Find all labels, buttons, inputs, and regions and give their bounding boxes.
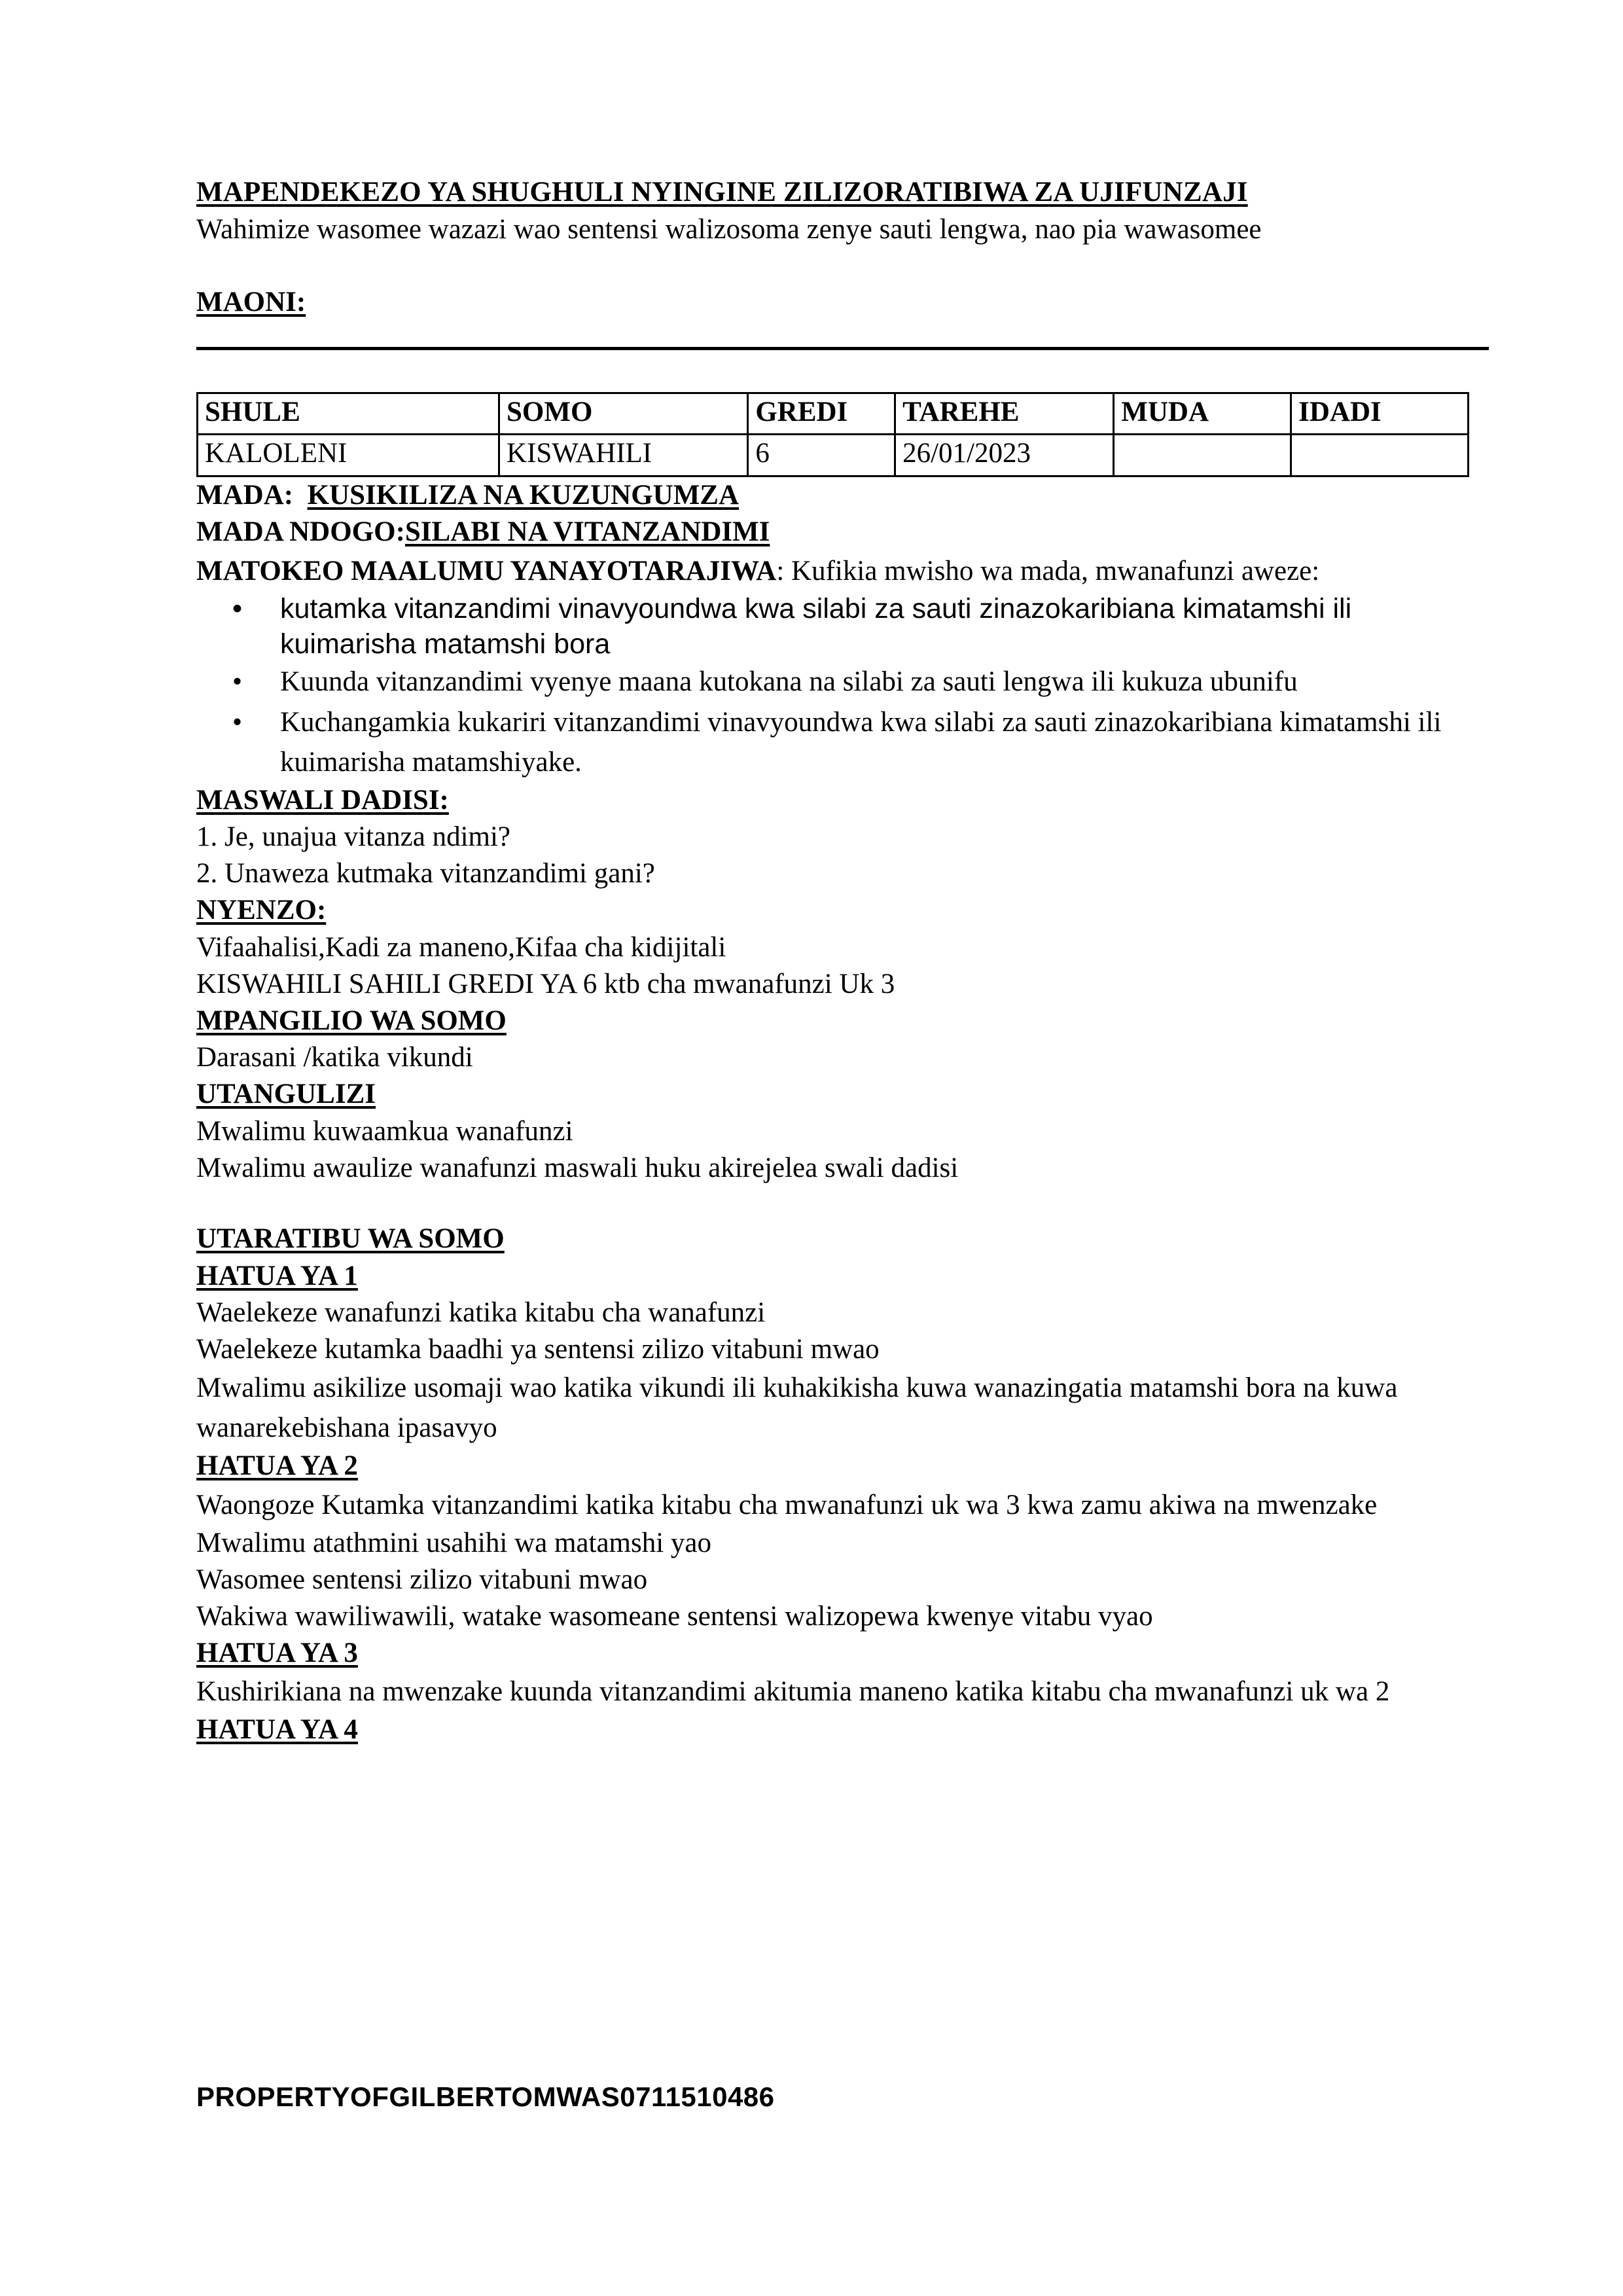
mada-label: MADA <box>196 479 284 511</box>
hatua-3-heading <box>196 1635 1456 1672</box>
maswali-dadisi-label: MASWALI DADISI: <box>196 784 449 816</box>
mada-row <box>196 477 1456 514</box>
utangulizi-label: UTANGULIZI <box>196 1079 376 1110</box>
hatua-1-label: HATUA YA 1 <box>196 1260 358 1291</box>
cell-muda <box>1114 435 1291 476</box>
mpangilio-label: MPANGILIO WA SOMO <box>196 1005 507 1036</box>
nyenzo-line: Vifaahalisi,Kadi za maneno,Kifaa cha kidijitali <box>196 931 726 963</box>
intro-paragraph: Wahimize wasomee wazazi wao sentensi walizosoma zenye sauti lengwa, nao pia wawasomee <box>196 214 1262 245</box>
hatua-2-line: Waongoze Kutamka vitanzandimi katika kitabu cha mwanafunzi uk wa 3 kwa zamu akiwa na mwenzake <box>196 1489 1378 1520</box>
col-header-muda: MUDA <box>1114 393 1291 435</box>
cell-shule: KALOLENI <box>198 435 499 476</box>
mpangilio-line: Darasani /katika vikundi <box>196 1042 473 1073</box>
spacer <box>196 250 1456 284</box>
utangulizi-line: Mwalimu kuwaamkua wanafunzi <box>196 1116 573 1147</box>
bullet-icon: • <box>232 593 243 625</box>
nyenzo-line: KISWAHILI SAHILI GREDI YA 6 ktb cha mwanafunzi Uk 3 <box>196 968 895 999</box>
hatua-3-line: Kushirikiana na mwenzake kuunda vitanzandimi akitumia maneno katika kitabu cha mwanafunzi uk wa 2 <box>196 1676 1390 1708</box>
utaratibu-label: UTARATIBU WA SOMO <box>196 1223 505 1254</box>
list-item-text: Kuunda vitanzandimi vyenye maana kutokana na silabi za sauti lengwa ili kukuza ubunifu <box>280 666 1298 698</box>
col-header-idadi: IDADI <box>1291 393 1469 435</box>
col-header-gredi: GREDI <box>748 393 895 435</box>
hatua-2-line: Mwalimu atathmini usahihi wa matamshi yao <box>196 1528 711 1558</box>
table-row <box>198 435 1469 476</box>
maswali-dadisi-heading <box>196 782 1456 819</box>
list-item-text: Kuchangamkia kukariri vitanzandimi vinavyoundwa kwa silabi za sauti zinazokaribiana kimatamshi ili kuimarisha matamshiyake. <box>280 706 1442 778</box>
utaratibu-heading <box>196 1221 1456 1258</box>
col-header-somo: SOMO <box>499 393 748 435</box>
mada-value: KUSIKILIZA NA KUZUNGUMZA <box>307 479 740 511</box>
bullet-icon: • <box>232 666 243 698</box>
hatua-4-heading <box>196 1712 1456 1749</box>
hatua-4-label: HATUA YA 4 <box>196 1714 358 1746</box>
list-item <box>196 702 1456 782</box>
hatua-2-heading <box>196 1448 1456 1485</box>
cell-idadi <box>1291 435 1469 476</box>
cell-gredi: 6 <box>748 435 895 476</box>
nyenzo-label: NYENZO: <box>196 895 327 926</box>
hatua-1-line: Waelekeze kutamka baadhi ya sentensi zilizo vitabuni mwao <box>196 1334 880 1365</box>
maoni-label: MAONI: <box>196 286 306 317</box>
hatua-2-label: HATUA YA 2 <box>196 1450 358 1482</box>
col-header-shule: SHULE <box>198 393 499 435</box>
spacer <box>196 321 1456 347</box>
cell-tarehe: 26/01/2023 <box>895 435 1114 476</box>
outcomes-list <box>196 591 1456 781</box>
utangulizi-line: Mwalimu awaulize wanafunzi maswali huku akirejelea swali dadisi <box>196 1152 959 1183</box>
maswali-question: 2. Unaweza kutmaka vitanzandimi gani? <box>196 858 655 889</box>
mada-ndogo-row <box>196 514 1456 551</box>
lesson-info-table <box>196 392 1469 476</box>
col-header-tarehe: TAREHE <box>895 393 1114 435</box>
utangulizi-heading <box>196 1076 1456 1113</box>
hatua-1-heading <box>196 1258 1456 1295</box>
mpangilio-heading <box>196 1003 1456 1040</box>
hatua-1-line: Waelekeze wanafunzi katika kitabu cha wanafunzi <box>196 1297 766 1329</box>
matokeo-row <box>196 551 1456 591</box>
nyenzo-heading <box>196 892 1456 929</box>
hatua-2-line: Wakiwa wawiliwawili, watake wasomeane sentensi walizopewa kwenye vitabu vyao <box>196 1600 1153 1632</box>
list-item <box>196 662 1456 702</box>
mada-separator: : <box>283 479 294 511</box>
list-item-text: kutamka vitanzandimi vinavyoundwa kwa silabi za sauti zinazokaribiana kimatamshi ili kuimarisha matamshi bora <box>280 593 1352 660</box>
page-title: MAPENDEKEZO YA SHUGHULI NYINGINE ZILIZORATIBIWA ZA UJIFUNZAJI <box>196 177 1248 207</box>
matokeo-separator: : <box>776 556 792 587</box>
matokeo-label: MATOKEO MAALUMU YANAYOTARAJIWA <box>196 556 777 587</box>
cell-somo: KISWAHILI <box>499 435 748 476</box>
bullet-icon: • <box>232 706 243 738</box>
mada-ndogo-value: SILABI NA VITANZANDIMI <box>404 516 770 548</box>
hatua-3-label: HATUA YA 3 <box>196 1637 358 1668</box>
hatua-2-line: Wasomee sentensi zilizo vitabuni mwao <box>196 1564 648 1595</box>
list-item <box>196 591 1456 662</box>
hatua-1-line: Mwalimu asikilize usomaji wao katika vikundi ili kuhakikisha kuwa wanazingatia matamshi bora na kuwa wanarekebishana ipasavyo <box>196 1372 1398 1444</box>
matokeo-lead: Kufikia mwisho wa mada, mwanafunzi aweze: <box>791 556 1320 587</box>
maswali-question: 1. Je, unajua vitanza ndimi? <box>196 821 511 853</box>
table-header-row <box>198 393 1469 435</box>
spacer <box>196 1187 1456 1221</box>
footer-property-line: PROPERTYOFGILBERTOMWAS0711510486 <box>196 2081 775 2112</box>
spacer <box>196 350 1456 392</box>
mada-ndogo-label: MADA NDOGO: <box>196 516 405 548</box>
document-body <box>196 175 1456 1749</box>
maoni-heading <box>196 284 1456 321</box>
